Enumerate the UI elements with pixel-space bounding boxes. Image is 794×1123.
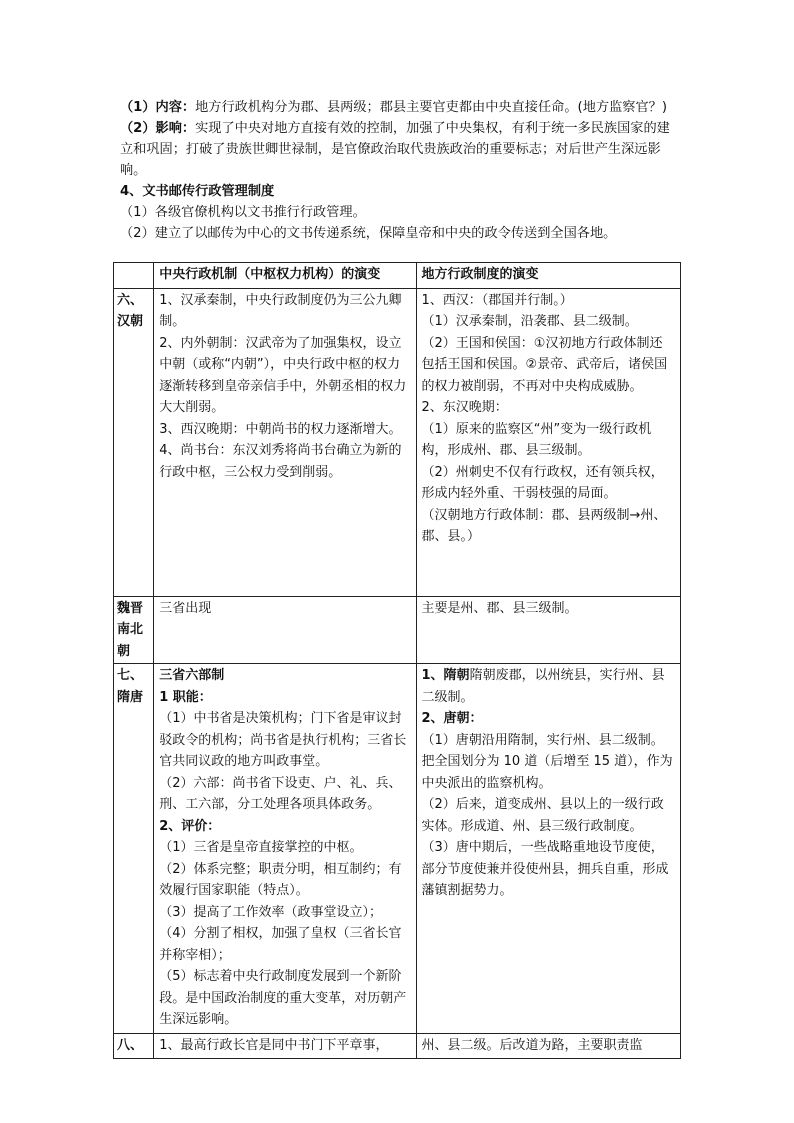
era-cell: 八、: [114, 1033, 154, 1059]
list-item: （3）提高了工作效率（政事堂设立）；: [159, 904, 382, 920]
list-item: 主要是州、郡、县三级制。: [421, 600, 578, 616]
table-row: [114, 1033, 681, 1059]
list-item: （5）标志着中央行政制度发展到一个新阶段。是中国政治制度的重大变革，对历朝产生深远影响。: [159, 969, 407, 1027]
era-cell: 六、汉朝: [114, 288, 154, 596]
table-row: [114, 288, 681, 596]
list-item: 2、东汉晚期：: [421, 400, 508, 415]
list-item: 4、尚书台：东汉刘秀将尚书台确立为新的行政中枢，三公权力受到削弱。: [159, 443, 402, 480]
list-item: （1）原来的监察区“州”变为一级行政机构，形成州、郡、县三级制。: [421, 421, 652, 458]
impact-paragraph: [120, 118, 680, 181]
list-item: [422, 665, 675, 708]
list-item: （2）后来，道变成州、县以上的一级行政实体。形成道、州、县三级行政制度。: [421, 797, 664, 834]
list-item: （2）六部：尚书省下设吏、户、礼、兵、刑、工六部，分工处理各项具体政务。: [159, 775, 402, 812]
section-4-item-2: （2）建立了以邮传为中心的文书传递系统，保障皇帝和中央的政令传送到全国各地。: [120, 226, 617, 241]
subsection-heading: 1 职能：: [159, 689, 212, 705]
sui-text: 隋朝废郡，以州统县，实行州、县二级制。: [421, 668, 665, 705]
sui-label: 1、隋朝: [421, 668, 470, 683]
impact-text: 实现了中央对地方直接有效的控制，加强了中央集权，有利于统一多民族国家的建立和巩固；打破了贵族世卿世禄制，是官僚政治取代贵族政治的重要标志；对后世产生深远影响。: [120, 121, 670, 178]
subsection-title: 三省六部制: [159, 668, 225, 683]
local-cell: [416, 1033, 680, 1059]
evolution-table: [113, 262, 681, 1059]
list-item: （3）唐中期后，一些战略重地设节度使，部分节度使兼并役使州县，拥兵自重，形成藩镇割据势力。: [421, 840, 669, 898]
list-item: 3、西汉晚期：中朝尚书的权力逐渐增大。: [159, 421, 402, 437]
list-item: 1、最高行政长官是同中书门下平章事，: [159, 1037, 389, 1053]
local-cell: [416, 596, 680, 664]
list-item: （1）中书省是决策机构；门下省是审议封驳政令的机构；尚书省是执行机构；三省长官共同议政的地方叫政事堂。: [159, 711, 407, 769]
era-cell: 魏晋南北朝: [114, 596, 154, 664]
subsection-heading: 2、评价：: [159, 818, 221, 834]
era-cell: 七、隋唐: [114, 664, 154, 1034]
table-row: [114, 664, 681, 1034]
central-cell: [154, 664, 416, 1034]
list-item: 三省出现: [159, 600, 212, 616]
list-item: （2）州刺史不仅有行政权，还有领兵权，形成内轻外重、干弱枝强的局面。: [421, 464, 664, 501]
list-item: （2）王国和侯国：①汉初地方行政体制还包括王国和侯国。②景帝、武帝后，诸侯国的权力被削弱，不再对中央构成威胁。: [421, 335, 668, 394]
central-cell: [154, 596, 416, 664]
list-item: （1）汉承秦制，沿袭郡、县二级制。: [421, 314, 638, 329]
list-item: 1、西汉：（郡国并行制。）: [421, 292, 573, 308]
content-label: （1）内容：: [120, 100, 196, 115]
list-item: 1、汉承秦制，中央行政制度仍为三公九卿制。: [159, 292, 402, 329]
list-item: （1）三省是皇帝直接掌控的中枢。: [159, 840, 363, 855]
list-item: （1）唐朝沿用隋制，实行州、县二级制。把全国划分为 10 道（后增至 15 道），作为中央派出的监察机构。: [421, 732, 673, 791]
central-cell: [154, 288, 416, 596]
intro-text: [120, 97, 680, 244]
section-4-item-1: （1）各级官僚机构以文书推行行政管理。: [120, 205, 366, 220]
header-local: 地方行政制度的演变: [416, 263, 680, 289]
local-cell: [416, 288, 680, 596]
content-text: 地方行政机构分为郡、县两级；郡县主要官吏都由中央直接任命。(地方监察官？): [195, 100, 667, 115]
header-central: 中央行政机制（中枢权力机构）的演变: [154, 263, 416, 289]
list-item: （4）分割了相权，加强了皇权（三省长官并称宰相）；: [159, 926, 402, 963]
impact-label: （2）影响：: [120, 121, 196, 136]
central-cell: [154, 1033, 416, 1059]
header-era: [114, 263, 154, 289]
list-item: 2、内外朝制：汉武帝为了加强集权，设立中朝（或称“内朝”），中央行政中枢的权力逐渐转移到皇帝亲信手中，外朝丞相的权力大大削弱。: [159, 335, 407, 415]
local-cell: [416, 664, 680, 1034]
list-item: 州、县二级。后改道为路，主要职责监: [421, 1037, 643, 1053]
list-item: （汉朝地方行政体制：郡、县两级制→州、郡、县。）: [421, 507, 667, 544]
subsection-heading: 2、唐朝：: [421, 711, 483, 726]
section-4-title: 4、文书邮传行政管理制度: [120, 184, 275, 199]
table-header-row: [114, 263, 681, 289]
list-item: （2）体系完整；职责分明，相互制约；有效履行国家职能（特点）。: [159, 861, 402, 898]
content-paragraph: [120, 97, 680, 118]
table-row: [114, 596, 681, 664]
